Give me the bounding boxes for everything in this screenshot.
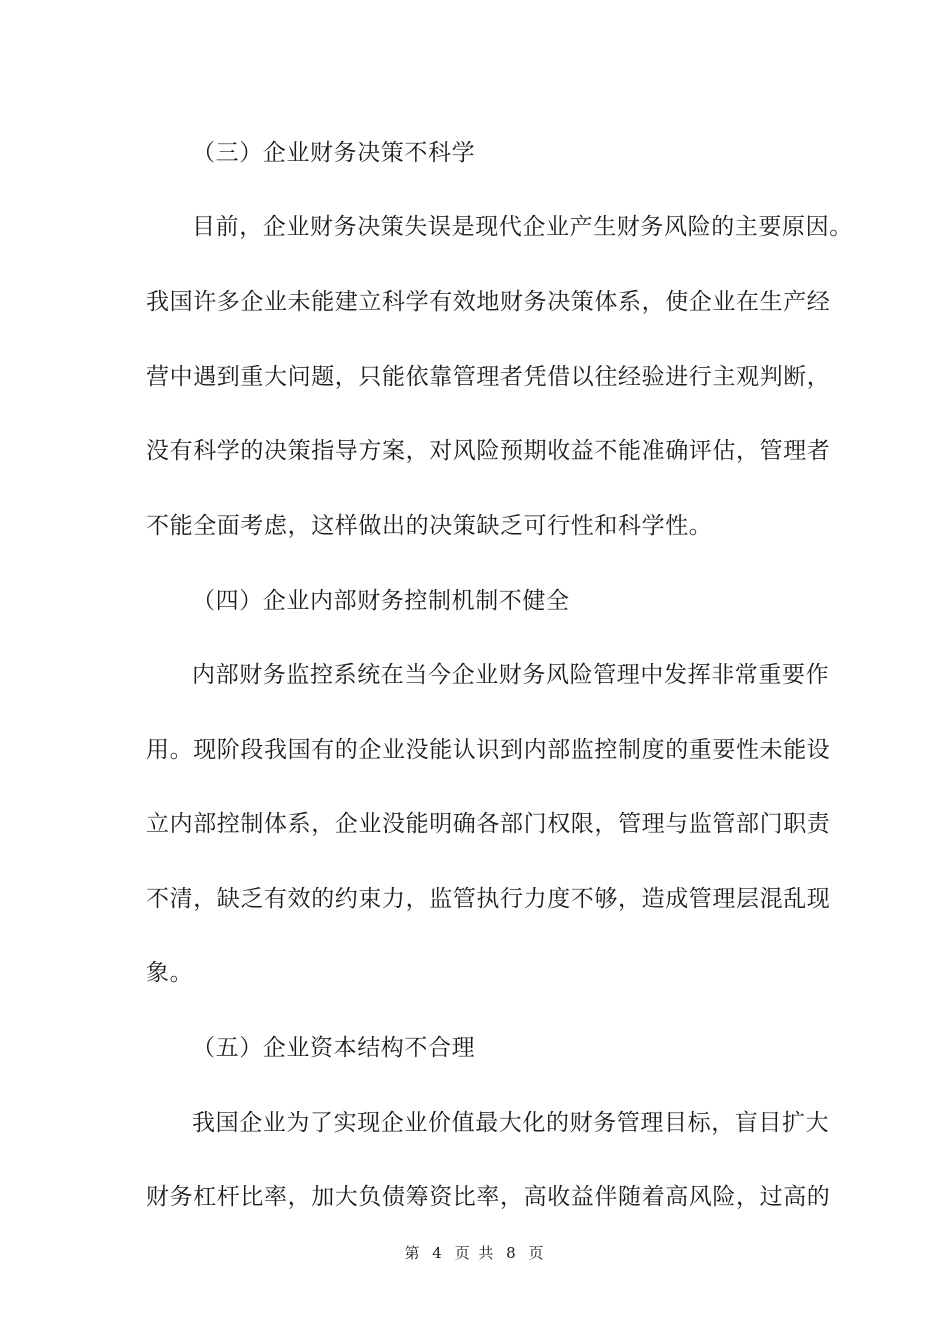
- page-footer: [0, 1243, 950, 1263]
- current-page-number: 4: [432, 1244, 444, 1262]
- paragraph-line: 不清，缺乏有效的约束力，监管执行力度不够，造成管理层混乱现: [146, 886, 831, 912]
- paragraph-line: 立内部控制体系，企业没能明确各部门权限，管理与监管部门职责: [146, 811, 831, 837]
- section-heading-3: （三）企业财务决策不科学: [192, 140, 476, 166]
- footer-middle: 页 共: [454, 1244, 496, 1262]
- footer-prefix: 第: [404, 1244, 422, 1262]
- paragraph-line: 不能全面考虑，这样做出的决策缺乏可行性和科学性。: [146, 513, 713, 539]
- footer-suffix: 页: [528, 1244, 546, 1262]
- paragraph-line: 没有科学的决策指导方案，对风险预期收益不能准确评估，管理者: [146, 438, 831, 464]
- paragraph-line: 内部财务监控系统在当今企业财务风险管理中发挥非常重要作: [192, 662, 830, 688]
- total-page-number: 8: [506, 1244, 518, 1262]
- paragraph-line: 我国许多企业未能建立科学有效地财务决策体系，使企业在生产经: [146, 289, 831, 315]
- section-heading-5: （五）企业资本结构不合理: [192, 1035, 476, 1061]
- paragraph-line: 用。现阶段我国有的企业没能认识到内部监控制度的重要性未能设: [146, 737, 831, 763]
- paragraph-line: 财务杠杆比率，加大负债筹资比率，高收益伴随着高风险，过高的: [146, 1184, 831, 1210]
- section-heading-4: （四）企业内部财务控制机制不健全: [192, 588, 570, 614]
- paragraph-line: 目前，企业财务决策失误是现代企业产生财务风险的主要原因。: [192, 214, 853, 240]
- paragraph-line: 象。: [146, 960, 194, 986]
- paragraph-line: 营中遇到重大问题，只能依靠管理者凭借以往经验进行主观判断，: [146, 364, 831, 390]
- paragraph-line: 我国企业为了实现企业价值最大化的财务管理目标，盲目扩大: [192, 1110, 830, 1136]
